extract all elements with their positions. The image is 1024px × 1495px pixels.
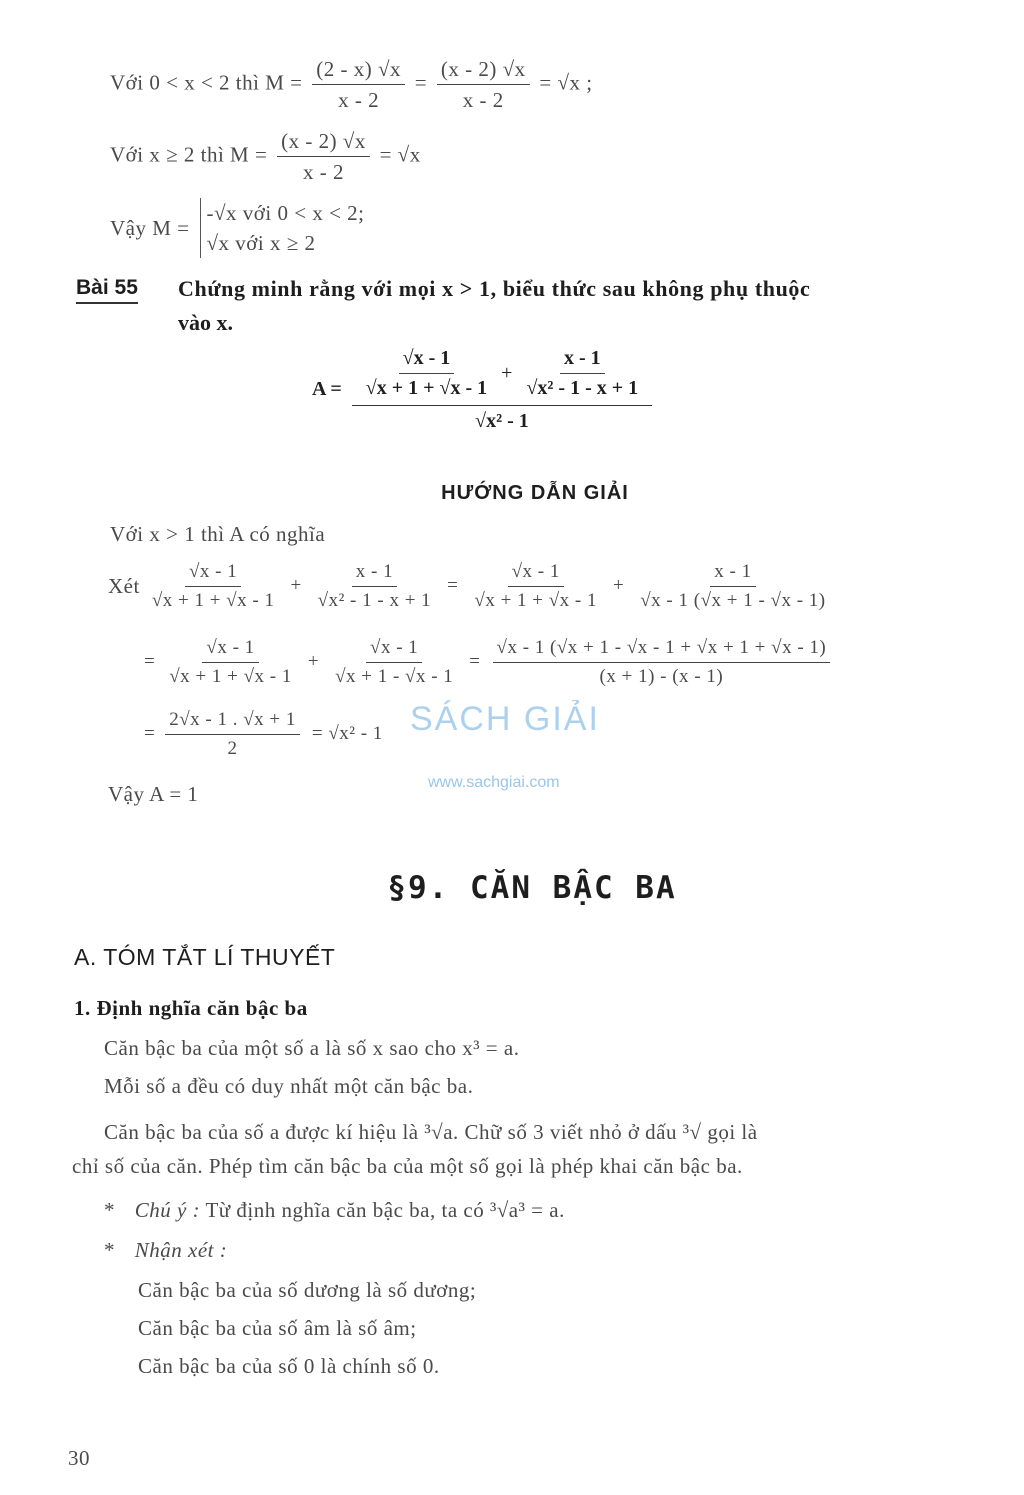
- fraction: $\frac{x - 1}{√x - 1 (√x + 1 - √x - 1)}$: [640, 561, 826, 611]
- main-denominator: √x² - 1: [475, 410, 529, 432]
- page-number: 30: [68, 1446, 90, 1470]
- conclusion-lead: Vậy M =: [110, 215, 190, 240]
- exercise-label: Bài 55: [76, 276, 138, 304]
- remark-heading: [104, 1238, 227, 1263]
- solution-row-1: Xét $\frac{√x - 1}{√x + 1 + √x - 1}$ + $\frac{x - 1}{\text{√x² - 1 - x + 1}}$ = $\frac{√x - 1}{√x + 1 + √x - 1}$ + $\frac{x - 1}{√x - 1 (√x + 1 - √x - 1)}$: [108, 560, 834, 613]
- equals: =: [539, 70, 552, 95]
- solution-row-3: = $\frac{2√x - 1 . √x + 1}{2}$ = √x² - 1: [144, 709, 383, 759]
- m-conclusion: [110, 198, 365, 258]
- fraction: $\frac{√x - 1 (√x + 1 - √x - 1 + √x + 1 + √x - 1)}{(x + 1) - (x - 1)}$: [493, 636, 831, 689]
- exercise-statement-line-1: Chứng minh rằng với mọi x > 1, biểu thức sau không phụ thuộc: [178, 276, 811, 301]
- solution-row-2: = $\frac{√x - 1}{√x + 1 + √x - 1}$ + $\frac{√x - 1}{√x + 1 - √x - 1}$ = $\frac{√x - 1 (√x + 1 - √x - 1 + √x + 1 + √x - 1)}{(x + 1) - (x - 1)}$: [144, 636, 834, 689]
- remark-item-2: Căn bậc ba của số âm là số âm;: [138, 1316, 417, 1340]
- definition-paragraph-1: Căn bậc ba của một số a là số x sao cho x³ = a.: [104, 1036, 520, 1060]
- exercise-statement-line-2: vào x.: [178, 310, 233, 335]
- result: = √x: [379, 142, 421, 167]
- solution-heading: HƯỚNG DẪN GIẢI: [441, 482, 629, 504]
- definition-paragraph-2: Mỗi số a đều có duy nhất một căn bậc ba.: [104, 1074, 474, 1098]
- bullet-star: *: [104, 1198, 115, 1222]
- remark-label: Nhận xét :: [134, 1238, 228, 1262]
- result: = √x² - 1: [311, 723, 383, 745]
- fraction: $\frac{(x - 2) √x}{x - 2}$: [277, 128, 370, 186]
- case-1: -√x với 0 < x < 2;: [206, 201, 365, 225]
- solution-condition: Với x > 1 thì A có nghĩa: [110, 522, 326, 546]
- result: √x ;: [557, 70, 593, 95]
- solution-conclusion: Vậy A = 1: [108, 782, 199, 806]
- watermark-url: www.sachgiai.com: [428, 774, 560, 791]
- case-2: √x với x ≥ 2: [206, 231, 316, 255]
- note-label: Chú ý :: [134, 1198, 201, 1222]
- note-line: [104, 1198, 565, 1223]
- remark-item-3: Căn bậc ba của số 0 là chính số 0.: [138, 1354, 440, 1378]
- note-text: Từ định nghĩa căn bậc ba, ta có ³√a³ = a.: [205, 1198, 565, 1222]
- fraction: $\frac{(2 - x) √x}{x - 2}$: [312, 56, 405, 114]
- equals: =: [414, 70, 428, 95]
- section-subheading: A. TÓM TẮT LÍ THUYẾT: [74, 944, 336, 970]
- fraction: $\frac{x - 1}{\text{√x² - 1 - x + 1}}$: [526, 347, 639, 399]
- definition-paragraph-3-line-1: Căn bậc ba của số a được kí hiệu là ³√a. Chữ số 3 viết nhỏ ở dấu ³√ gọi là: [104, 1120, 758, 1144]
- compound-fraction: $\frac{√x - 1}{√x + 1 + √x - 1}$ + $\frac{x - 1}{\text{√x² - 1 - x + 1}}$ √x² - 1: [352, 346, 652, 433]
- bullet-star: *: [104, 1238, 115, 1262]
- section-title: §9. CĂN BẬC BA: [387, 870, 677, 906]
- fraction: $\frac{(x - 2) √x}{x - 2}$: [437, 56, 530, 114]
- watermark-logo: SÁCH GIẢI: [410, 700, 600, 738]
- m-case-line-2: [110, 128, 421, 186]
- m-case-1-lead: Với 0 < x < 2 thì M =: [110, 70, 303, 95]
- xet-label: Xét: [108, 573, 140, 598]
- expression-A: [312, 346, 652, 433]
- remark-item-1: Căn bậc ba của số dương là số dương;: [138, 1278, 477, 1302]
- definition-title: 1. Định nghĩa căn bậc ba: [74, 996, 308, 1020]
- m-case-2-lead: Với x ≥ 2 thì M =: [110, 142, 268, 167]
- fraction: $\frac{√x - 1}{√x + 1 + √x - 1}$: [365, 347, 488, 399]
- piecewise-brace: [200, 198, 365, 258]
- m-case-line-1: [110, 56, 593, 114]
- A-label: A =: [312, 378, 342, 400]
- fraction: $\frac{√x - 1}{√x + 1 + √x - 1}$: [474, 561, 598, 611]
- fraction: $\frac{√x - 1}{√x + 1 - √x - 1}$: [335, 637, 454, 687]
- fraction: $\frac{2√x - 1 . √x + 1}{2}$: [165, 708, 300, 761]
- fraction: $\frac{x - 1}{\text{√x² - 1 - x + 1}}$: [317, 561, 432, 611]
- definition-paragraph-3-line-2: chỉ số của căn. Phép tìm căn bậc ba của một số gọi là phép khai căn bậc ba.: [72, 1154, 743, 1178]
- fraction: $\frac{√x - 1}{√x + 1 + √x - 1}$: [169, 637, 292, 687]
- fraction: $\frac{√x - 1}{√x + 1 + √x - 1}$: [151, 561, 275, 611]
